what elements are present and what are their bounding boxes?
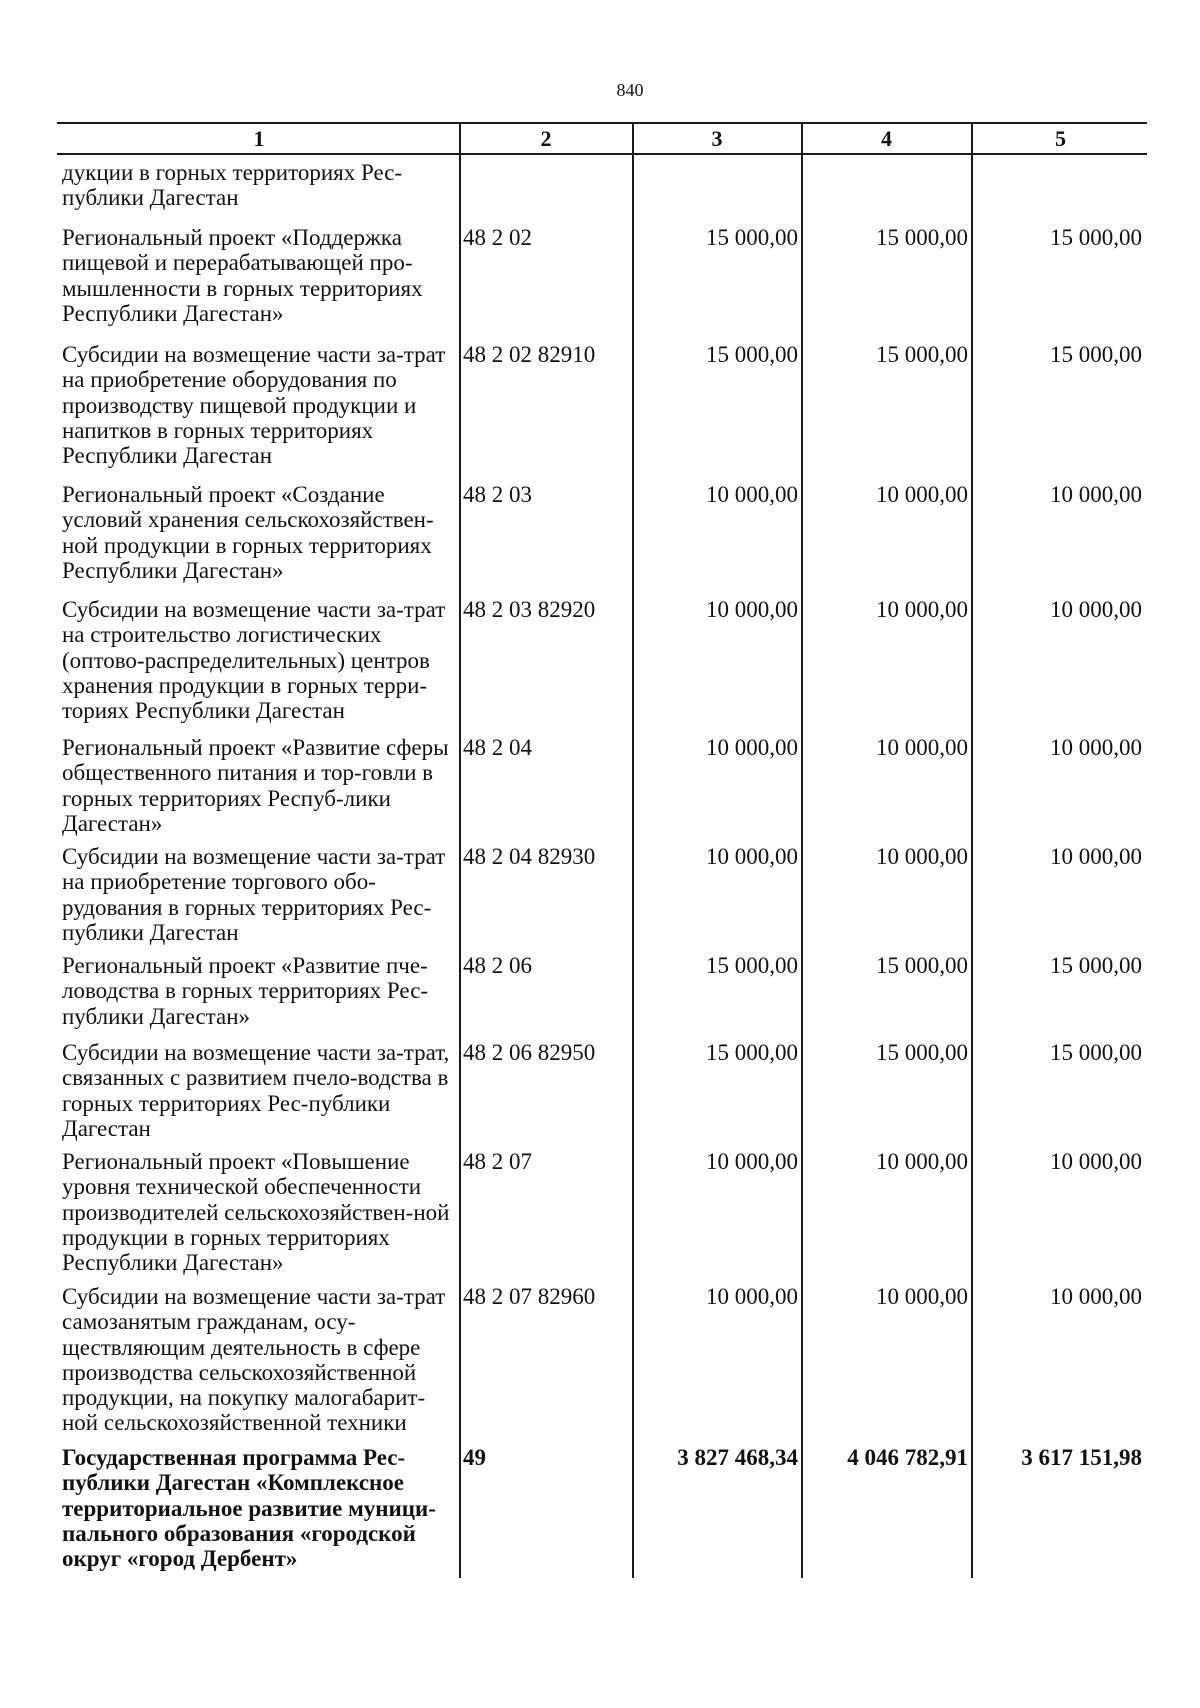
- row-value-3: 10 000,00: [706, 482, 798, 507]
- page-number: 840: [616, 80, 644, 100]
- row-name: Региональный проект «Повышение уровня технической обеспеченности производителей сельскохозяйствен-ной продукции в горных территориях Республики Дагестан»: [62, 1149, 450, 1276]
- row-name: Региональный проект «Создание условий хранения сельскохозяйствен-ной продукции в горных территориях Республики Дагестан»: [62, 482, 434, 583]
- row-name: Государственная программа Рес-публики Дагестан «Комплексное территориальное развитие муници-пального образования «городской округ «город Дербент»: [62, 1445, 436, 1572]
- row-value-5: 10 000,00: [1050, 482, 1142, 507]
- column-header-3: 3: [711, 126, 723, 151]
- row-value-3: 10 000,00: [706, 597, 798, 622]
- row-code: 48 2 07: [463, 1149, 532, 1174]
- row-value-4: 4 046 782,91: [847, 1445, 968, 1470]
- row-value-3: 15 000,00: [706, 1040, 798, 1065]
- row-value-3: 10 000,00: [706, 1284, 798, 1309]
- row-code: 48 2 07 82960: [463, 1284, 596, 1309]
- header-bottom-rule: [57, 153, 1147, 155]
- row-value-3: 10 000,00: [706, 1149, 798, 1174]
- row-code: 48 2 02: [463, 225, 532, 250]
- row-name: Региональный проект «Развитие пче-ловодства в горных территориях Рес-публики Дагестан»: [62, 953, 429, 1029]
- row-code: 48 2 02 82910: [463, 342, 596, 367]
- row-code: 48 2 04: [463, 735, 532, 760]
- row-value-4: 15 000,00: [876, 342, 968, 367]
- row-name: Субсидии на возмещение части за-трат на строительство логистических (оптово-распределительных) центров хранения продукции в горных терри-ториях Республики Дагестан: [62, 597, 446, 724]
- row-value-3: 10 000,00: [706, 844, 798, 869]
- row-value-5: 15 000,00: [1050, 342, 1142, 367]
- column-header-1: 1: [253, 126, 265, 151]
- row-code: 48 2 04 82930: [463, 844, 596, 869]
- row-value-3: 3 827 468,34: [677, 1445, 798, 1470]
- row-value-5: 3 617 151,98: [1021, 1445, 1142, 1470]
- row-name: Субсидии на возмещение части за-трат, связанных с развитием пчело-водства в горных территориях Рес-публики Дагестан: [62, 1040, 450, 1141]
- row-value-4: 15 000,00: [876, 953, 968, 978]
- row-value-5: 10 000,00: [1050, 844, 1142, 869]
- row-value-5: 10 000,00: [1050, 1149, 1142, 1174]
- row-name: дукции в горных территориях Рес-публики Дагестан: [62, 160, 403, 211]
- column-divider-3-4: [801, 122, 803, 1578]
- row-value-3: 10 000,00: [706, 735, 798, 760]
- row-value-5: 15 000,00: [1050, 225, 1142, 250]
- row-name: Региональный проект «Развитие сферы общественного питания и тор-говли в горных территориях Респуб-лики Дагестан»: [62, 735, 449, 836]
- row-code: 48 2 06 82950: [463, 1040, 596, 1065]
- row-code: 48 2 03: [463, 482, 532, 507]
- row-value-4: 10 000,00: [876, 735, 968, 760]
- column-divider-4-5: [971, 122, 973, 1578]
- row-value-4: 10 000,00: [876, 597, 968, 622]
- column-header-5: 5: [1055, 126, 1066, 151]
- row-value-4: 10 000,00: [876, 1284, 968, 1309]
- row-value-5: 15 000,00: [1050, 1040, 1142, 1065]
- row-value-5: 15 000,00: [1050, 953, 1142, 978]
- row-value-3: 15 000,00: [706, 342, 798, 367]
- row-value-4: 10 000,00: [876, 482, 968, 507]
- row-code: 49: [463, 1445, 486, 1470]
- row-name: Субсидии на возмещение части за-трат на приобретение торгового обо-рудования в горных территориях Рес-публики Дагестан: [62, 844, 446, 945]
- row-code: 48 2 03 82920: [463, 597, 596, 622]
- column-header-4: 4: [881, 126, 892, 151]
- column-divider-2-3: [632, 122, 634, 1578]
- column-divider-1-2: [459, 122, 461, 1578]
- row-name: Субсидии на возмещение части за-трат самозанятым гражданам, осу-ществляющим деятельность в сфере производства сельскохозяйственной продукции, на покупку малогабарит-ной сельскохозяйственной техники: [62, 1284, 446, 1436]
- row-value-5: 10 000,00: [1050, 735, 1142, 760]
- table-top-rule: [57, 122, 1147, 124]
- row-value-5: 10 000,00: [1050, 597, 1142, 622]
- row-value-4: 10 000,00: [876, 844, 968, 869]
- row-code: 48 2 06: [463, 953, 532, 978]
- row-value-3: 15 000,00: [706, 953, 798, 978]
- row-value-5: 10 000,00: [1050, 1284, 1142, 1309]
- row-value-4: 10 000,00: [876, 1149, 968, 1174]
- row-value-3: 15 000,00: [706, 225, 798, 250]
- row-value-4: 15 000,00: [876, 1040, 968, 1065]
- row-value-4: 15 000,00: [876, 225, 968, 250]
- row-name: Региональный проект «Поддержка пищевой и перерабатывающей про-мышленности в горных территориях Республики Дагестан»: [62, 225, 423, 326]
- column-header-2: 2: [540, 126, 552, 151]
- row-name: Субсидии на возмещение части за-трат на приобретение оборудования по производству пищевой продукции и напитков в горных территориях Республики Дагестан: [62, 342, 446, 469]
